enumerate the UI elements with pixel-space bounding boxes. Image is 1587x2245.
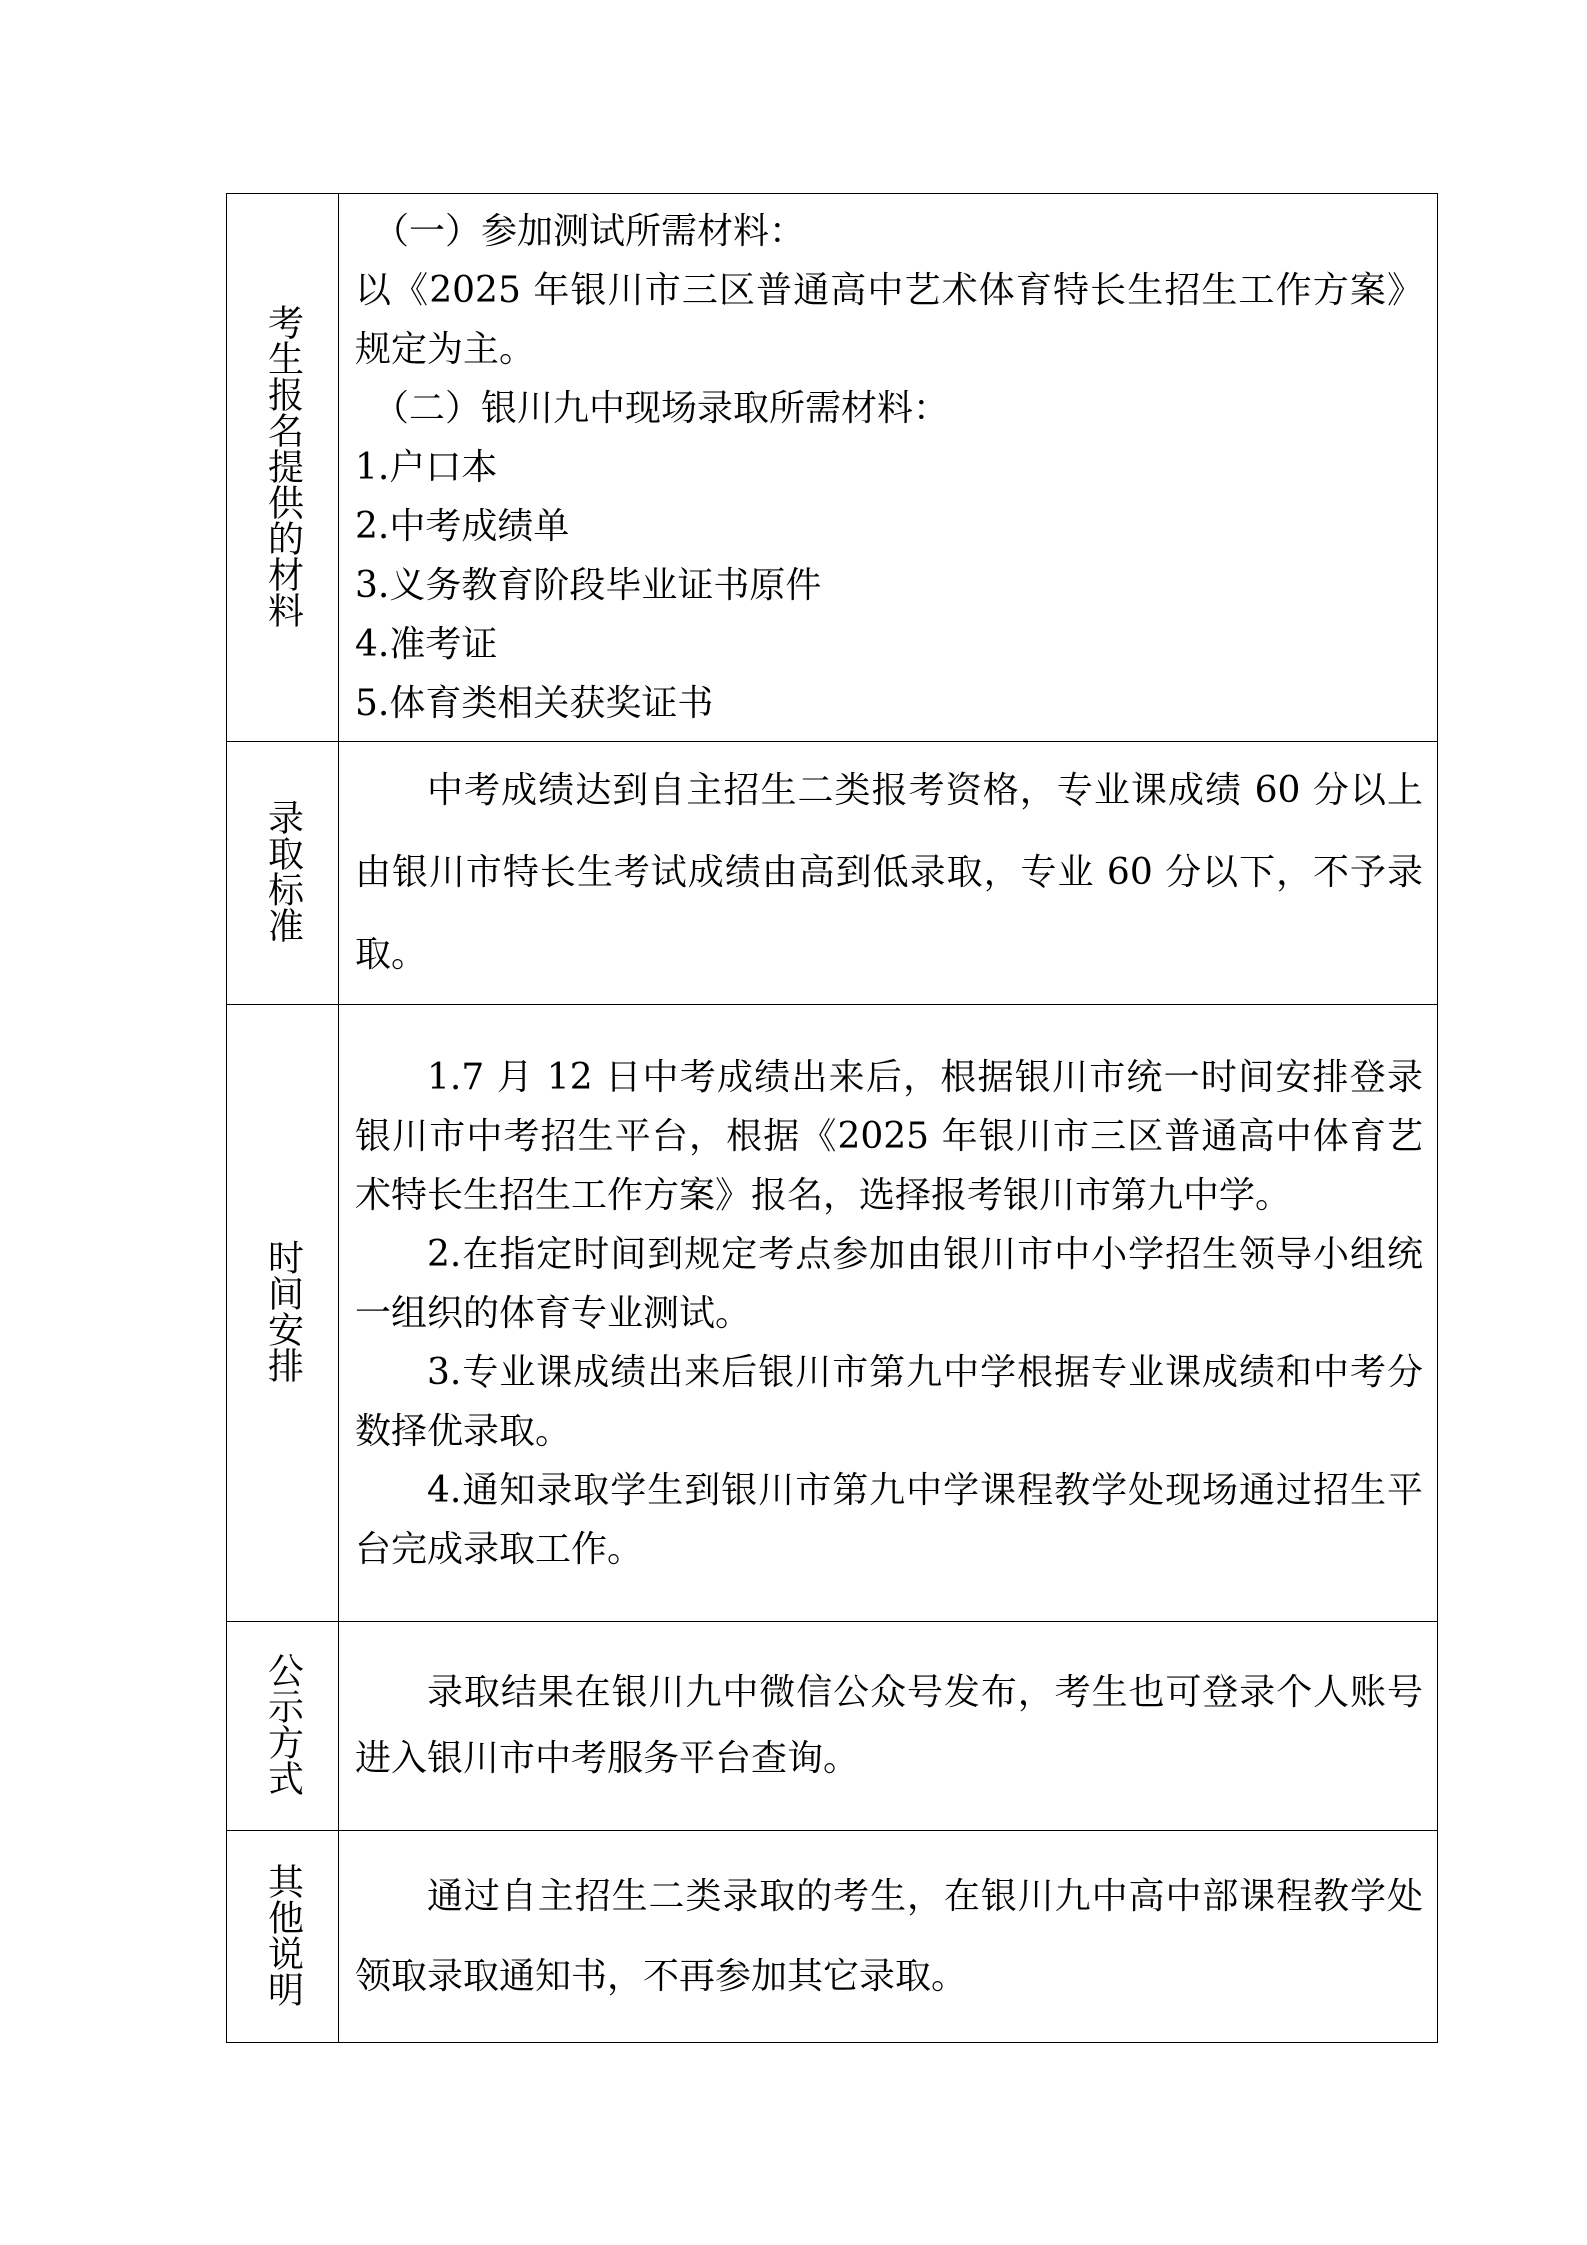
list-item: 2.中考成绩单 [355,506,570,547]
list-item: 5.体育类相关获奖证书 [355,683,714,724]
section-heading: （一）参加测试所需材料： [373,211,806,252]
row-label-cell [227,1622,339,1831]
row-label-cell [227,1005,339,1622]
paragraph: 1.7 月 12 日中考成绩出来后，根据银川市统一时间安排登录银川市中考招生平台，根据《2025 年银川市三区普通高中体育艺术特长生招生工作方案》报名，选择报考银川市第九中学。 [355,1056,1423,1216]
paragraph: 通过自主招生二类录取的考生，在银川九中高中部课程教学处领取录取通知书，不再参加其它录取。 [355,1875,1423,1997]
materials-paragraph: 以《2025 年银川市三区普通高中艺术体育特长生招生工作方案》规定为主。 [355,270,1423,370]
paragraph: 录取结果在银川九中微信公众号发布，考生也可登录个人账号进入银川市中考服务平台查询。 [355,1672,1423,1779]
row-label: 时间安排 [262,1239,304,1383]
table-row-publicity [227,1622,1438,1831]
row-label: 其他说明 [262,1862,304,2007]
row-label-cell [227,194,339,742]
row-label: 考生报名提供的材料 [262,303,304,628]
paragraph: 3.专业课成绩出来后银川市第九中学根据专业课成绩和中考分数择优录取。 [355,1351,1423,1452]
row-content-cell [339,1831,1438,2043]
paragraph: 2.在指定时间到规定考点参加由银川市中小学招生领导小组统一组织的体育专业测试。 [355,1233,1423,1334]
table-row-other-notes [227,1831,1438,2043]
row-label-cell [227,1831,339,2043]
table-row-schedule [227,1005,1438,1622]
table-row-admission-standard [227,742,1438,1005]
table-row-materials [227,194,1438,742]
row-label: 录取标准 [262,799,304,943]
section-heading: （二）银川九中现场录取所需材料： [373,388,950,429]
row-content-cell [339,1005,1438,1622]
paragraph: 4.通知录取学生到银川市第九中学课程教学处现场通过招生平台完成录取工作。 [355,1469,1423,1570]
list-item: 3.义务教育阶段毕业证书原件 [355,565,822,606]
list-item: 4.准考证 [355,624,498,665]
row-content-cell [339,742,1438,1005]
list-item: 1.户口本 [355,447,498,488]
paragraph: 中考成绩达到自主招生二类报考资格，专业课成绩 60 分以上由银川市特长生考试成绩由高到低录取，专业 60 分以下，不予录取。 [355,770,1423,975]
info-table [226,193,1438,2043]
row-content-cell [339,1622,1438,1831]
row-label: 公示方式 [262,1652,304,1796]
row-label-cell [227,742,339,1005]
row-content-cell [339,194,1438,742]
